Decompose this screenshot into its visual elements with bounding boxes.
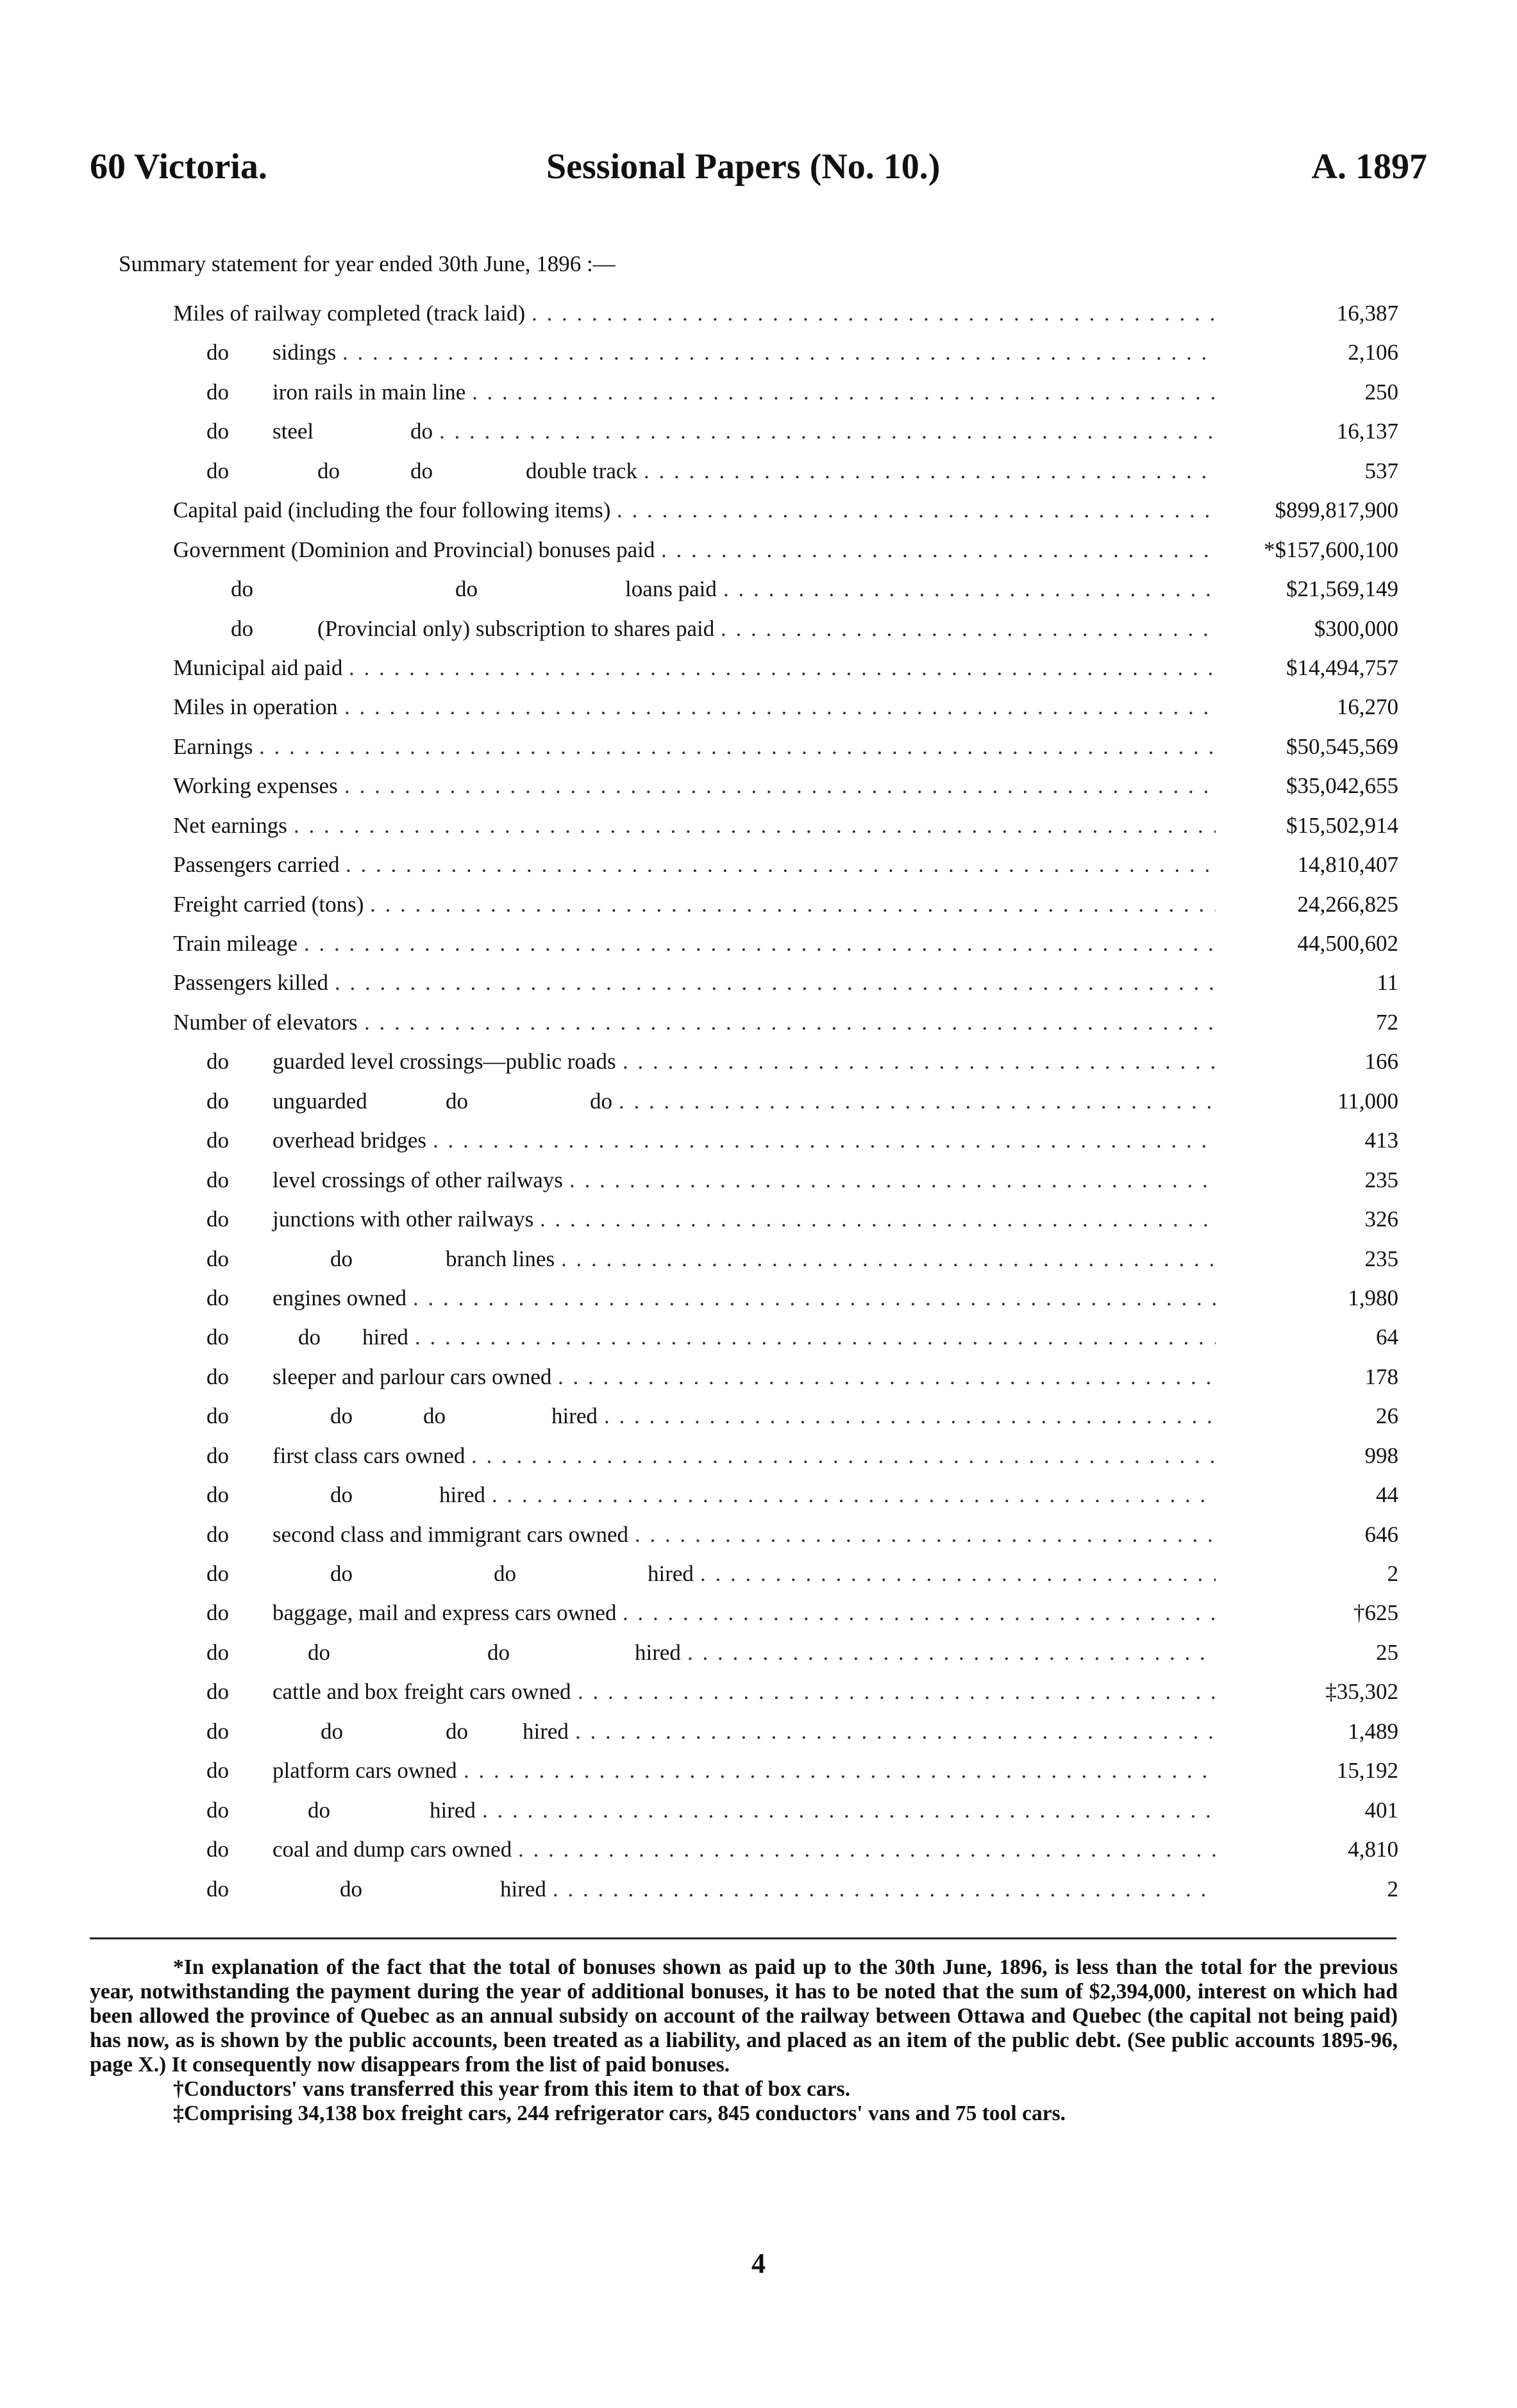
dot-leader	[540, 1200, 1216, 1239]
row-label: do	[206, 1285, 229, 1310]
table-row	[0, 648, 1517, 687]
row-sublabel: do	[423, 1403, 446, 1429]
table-row	[0, 569, 1517, 608]
row-sublabel: hired	[362, 1325, 408, 1350]
row-sublabel: do	[330, 1403, 353, 1429]
row-value: 16,387	[1336, 301, 1398, 326]
dot-leader	[346, 845, 1216, 884]
dot-leader	[558, 1357, 1216, 1396]
page-header	[90, 146, 1427, 197]
row-label: Freight carried (tons)	[173, 891, 364, 917]
row-value: $35,042,655	[1286, 773, 1398, 799]
table-row	[0, 1515, 1517, 1554]
table-row	[0, 451, 1517, 490]
footnote-comprising: ‡Comprising 34,138 box freight cars, 244 refrigerator cars, 845 conductors' vans and 75 tool cars.	[173, 2102, 1066, 2125]
row-label: do	[231, 615, 253, 641]
row-label: do	[206, 1442, 229, 1468]
row-sublabel: junctions with other railways	[272, 1207, 534, 1232]
footnote-bonuses: *In explanation of the fact that the total of bonuses shown as paid up to the 30th June, 1896, is less than the total for the previous year, notwithstanding the payment during the year of additional bonuses, it has to be noted that the sum of $2,394,000, interest on which had been allowed the province of Quebec as an annual subsidy on account of the railway between Ottawa and Quebec (the capital not being paid) has now, as is shown by the public accounts, been treated as a liability, and placed as an item of the public debt. (See public accounts 1895-96, page X.) It consequently now disappears from the list of paid bonuses.	[90, 1955, 1398, 2077]
dot-leader	[413, 1278, 1216, 1317]
row-label: Miles of railway completed (track laid)	[173, 301, 526, 326]
row-label: do	[206, 1758, 229, 1784]
row-value: 15,192	[1336, 1758, 1398, 1784]
row-label: Passengers killed	[173, 970, 329, 996]
row-label: do	[206, 458, 229, 483]
row-label: Train mileage	[173, 931, 298, 956]
row-label: do	[206, 1246, 229, 1271]
row-sublabel: do	[455, 576, 478, 602]
row-sublabel: do	[340, 1876, 362, 1902]
dot-leader	[344, 766, 1216, 805]
row-sublabel: hired	[635, 1639, 681, 1665]
row-label: Municipal aid paid	[173, 655, 343, 680]
row-sublabel: hired	[648, 1561, 694, 1586]
table-row	[0, 412, 1517, 451]
header-session: 60 Victoria.	[90, 147, 267, 187]
dot-leader	[433, 1121, 1216, 1160]
footnote-conductors: †Conductors' vans transferred this year from this item to that of box cars.	[173, 2077, 851, 2101]
row-sublabel: coal and dump cars owned	[272, 1837, 512, 1862]
row-label: Net earnings	[173, 812, 287, 838]
row-value: 401	[1364, 1797, 1398, 1823]
table-row	[0, 1633, 1517, 1672]
row-value: 72	[1376, 1009, 1398, 1035]
table-row	[0, 530, 1517, 569]
row-value: 235	[1364, 1167, 1398, 1192]
row-label: do	[206, 1207, 229, 1232]
row-label: do	[206, 1718, 229, 1744]
row-sublabel: branch lines	[446, 1246, 555, 1271]
summary-table	[0, 294, 1517, 1909]
table-row	[0, 1593, 1517, 1632]
row-value: 25	[1376, 1639, 1398, 1665]
row-sublabel: hired	[551, 1403, 598, 1429]
page-number: 4	[751, 2248, 766, 2279]
row-sublabel: iron rails in main line	[272, 379, 466, 405]
table-row	[0, 1317, 1517, 1357]
dot-leader	[575, 1712, 1216, 1751]
dot-leader	[623, 1042, 1216, 1081]
row-value: 16,270	[1336, 694, 1398, 720]
table-row	[0, 1121, 1517, 1160]
table-row	[0, 1436, 1517, 1475]
dot-leader	[619, 1082, 1216, 1121]
row-sublabel: level crossings of other railways	[272, 1167, 563, 1192]
row-sublabel: baggage, mail and express cars owned	[272, 1600, 617, 1626]
row-value: 11,000	[1337, 1088, 1398, 1114]
row-sublabel: unguarded	[272, 1088, 367, 1114]
row-value: 4,810	[1348, 1837, 1398, 1862]
row-value: 2,106	[1348, 340, 1398, 365]
table-row	[0, 845, 1517, 884]
row-label: do	[206, 1364, 229, 1389]
row-sublabel: do	[321, 1718, 343, 1744]
row-sublabel: sidings	[272, 340, 337, 365]
row-label: do	[206, 1049, 229, 1074]
dot-leader	[294, 806, 1216, 845]
dot-leader	[623, 1593, 1216, 1632]
row-sublabel: loans paid	[625, 576, 717, 602]
row-value: *$157,600,100	[1264, 537, 1398, 562]
table-row	[0, 1278, 1517, 1317]
row-label: do	[206, 1088, 229, 1114]
dot-leader	[304, 924, 1216, 963]
row-sublabel: do	[410, 419, 433, 444]
row-sublabel: hired	[500, 1876, 546, 1902]
dot-leader	[604, 1396, 1216, 1435]
row-value: $300,000	[1314, 615, 1398, 641]
row-label: do	[206, 1521, 229, 1547]
table-row	[0, 1712, 1517, 1751]
table-row	[0, 372, 1517, 412]
row-value: †625	[1354, 1600, 1398, 1626]
row-label: do	[206, 1837, 229, 1862]
table-row	[0, 1751, 1517, 1790]
row-sublabel: (Provincial only) subscription to shares paid	[317, 615, 715, 641]
row-sublabel: first class cars owned	[272, 1442, 465, 1468]
row-label: do	[206, 1128, 229, 1153]
row-sublabel: hired	[430, 1797, 476, 1823]
row-value: 64	[1376, 1325, 1398, 1350]
header-title: Sessional Papers (No. 10.)	[546, 147, 941, 187]
row-label: do	[206, 419, 229, 444]
row-label: Working expenses	[173, 773, 338, 799]
row-label: do	[206, 1561, 229, 1586]
table-row	[0, 1357, 1517, 1396]
row-sublabel: platform cars owned	[272, 1758, 457, 1784]
table-row	[0, 1869, 1517, 1909]
row-value: 26	[1376, 1403, 1398, 1429]
row-value: 14,810,407	[1297, 852, 1398, 878]
table-row	[0, 1003, 1517, 1042]
dot-leader	[415, 1317, 1216, 1357]
dot-leader	[342, 333, 1216, 372]
row-value: 44,500,602	[1297, 931, 1398, 956]
summary-title: Summary statement for year ended 30th June, 1896 :—	[119, 251, 616, 276]
row-label: Number of elevators	[173, 1009, 358, 1035]
row-label: do	[206, 1167, 229, 1192]
dot-leader	[578, 1672, 1216, 1711]
row-sublabel: double track	[526, 458, 637, 483]
table-row	[0, 687, 1517, 726]
row-label: do	[206, 1325, 229, 1350]
row-value: 1,489	[1348, 1718, 1398, 1744]
row-sublabel: hired	[439, 1482, 485, 1508]
row-value: $14,494,757	[1286, 655, 1398, 680]
dot-leader	[687, 1633, 1216, 1672]
row-value: ‡35,302	[1325, 1679, 1398, 1705]
table-row	[0, 963, 1517, 1002]
row-label: Government (Dominion and Provincial) bonuses paid	[173, 537, 655, 562]
table-row	[0, 1396, 1517, 1435]
row-sublabel: do	[446, 1088, 468, 1114]
row-sublabel: do	[308, 1797, 330, 1823]
row-sublabel: engines owned	[272, 1285, 406, 1310]
row-sublabel: cattle and box freight cars owned	[272, 1679, 571, 1705]
dot-leader	[569, 1160, 1216, 1200]
row-label: do	[206, 1600, 229, 1626]
dot-leader	[644, 451, 1216, 490]
table-row	[0, 1830, 1517, 1869]
row-label: do	[206, 1876, 229, 1902]
dot-leader	[723, 569, 1216, 608]
row-label: do	[206, 1639, 229, 1665]
row-value: 2	[1387, 1561, 1398, 1586]
table-row	[0, 294, 1517, 333]
row-value: 235	[1364, 1246, 1398, 1271]
row-sublabel: do	[494, 1561, 516, 1586]
dot-leader	[532, 294, 1216, 333]
footnote-divider	[90, 1937, 1346, 1939]
row-sublabel: sleeper and parlour cars owned	[272, 1364, 552, 1389]
dot-leader	[518, 1830, 1216, 1869]
row-label: do	[206, 1403, 229, 1429]
table-row	[0, 924, 1517, 963]
table-row	[0, 1554, 1517, 1593]
row-value: $21,569,149	[1286, 576, 1398, 602]
row-label: Capital paid (including the four following items)	[173, 497, 611, 523]
row-value: 11	[1377, 970, 1398, 996]
row-value: 44	[1376, 1482, 1398, 1508]
table-row	[0, 806, 1517, 845]
row-value: 413	[1364, 1128, 1398, 1153]
row-sublabel: do	[317, 458, 340, 483]
row-value: 1,980	[1348, 1285, 1398, 1310]
table-row	[0, 490, 1517, 530]
row-label: do	[206, 1482, 229, 1508]
dot-leader	[344, 687, 1216, 726]
dot-leader	[721, 609, 1216, 648]
row-value: 2	[1387, 1876, 1398, 1902]
row-value: 646	[1364, 1521, 1398, 1547]
row-sublabel: hired	[523, 1718, 569, 1744]
table-row	[0, 1239, 1517, 1278]
dot-leader	[349, 648, 1216, 687]
dot-leader	[471, 1436, 1216, 1475]
row-label: Miles in operation	[173, 694, 338, 720]
dot-leader	[482, 1791, 1216, 1830]
row-sublabel: second class and immigrant cars owned	[272, 1521, 628, 1547]
header-year: A. 1897	[1311, 147, 1427, 187]
row-label: do	[206, 1797, 229, 1823]
row-sublabel: do	[308, 1639, 330, 1665]
dot-leader	[472, 372, 1216, 412]
row-sublabel: do	[330, 1482, 353, 1508]
row-sublabel: do	[330, 1561, 353, 1586]
dot-leader	[464, 1751, 1216, 1790]
dot-leader	[259, 727, 1216, 766]
row-label: do	[206, 340, 229, 365]
row-label: Passengers carried	[173, 852, 340, 878]
table-row	[0, 333, 1517, 372]
row-value: 537	[1364, 458, 1398, 483]
row-sublabel: do	[330, 1246, 353, 1271]
table-row	[0, 1791, 1517, 1830]
table-row	[0, 1082, 1517, 1121]
table-row	[0, 1042, 1517, 1081]
row-sublabel: overhead bridges	[272, 1128, 427, 1153]
row-value: 250	[1364, 379, 1398, 405]
table-row	[0, 1672, 1517, 1711]
row-value: 16,137	[1336, 419, 1398, 444]
table-row	[0, 1160, 1517, 1200]
row-value: 24,266,825	[1297, 891, 1398, 917]
dot-leader	[700, 1554, 1216, 1593]
row-sublabel: do	[410, 458, 433, 483]
row-sublabel: do	[487, 1639, 510, 1665]
dot-leader	[561, 1239, 1216, 1278]
dot-leader	[364, 1003, 1216, 1042]
row-sublabel: do	[590, 1088, 612, 1114]
dot-leader	[492, 1475, 1216, 1514]
footnotes	[90, 1955, 1398, 2126]
row-sublabel: do	[298, 1325, 321, 1350]
value-divider	[1313, 1937, 1396, 1939]
table-row	[0, 609, 1517, 648]
table-row	[0, 766, 1517, 805]
row-value: 326	[1364, 1207, 1398, 1232]
row-sublabel: steel	[272, 419, 314, 444]
row-sublabel: guarded level crossings—public roads	[272, 1049, 616, 1074]
row-value: 178	[1364, 1364, 1398, 1389]
table-row	[0, 1475, 1517, 1514]
dot-leader	[553, 1869, 1216, 1909]
row-label: do	[231, 576, 253, 602]
row-label: do	[206, 379, 229, 405]
dot-leader	[635, 1515, 1216, 1554]
row-label: do	[206, 1679, 229, 1705]
row-value: $15,502,914	[1286, 812, 1398, 838]
dot-leader	[439, 412, 1216, 451]
table-row	[0, 885, 1517, 924]
table-row	[0, 727, 1517, 766]
row-value: $899,817,900	[1275, 497, 1398, 523]
row-label: Earnings	[173, 733, 253, 759]
row-value: 166	[1364, 1049, 1398, 1074]
row-value: 998	[1364, 1442, 1398, 1468]
row-value: $50,545,569	[1286, 733, 1398, 759]
dot-leader	[335, 963, 1216, 1002]
dot-leader	[370, 885, 1216, 924]
dot-leader	[617, 490, 1216, 530]
table-row	[0, 1200, 1517, 1239]
row-sublabel: do	[446, 1718, 468, 1744]
dot-leader	[661, 530, 1216, 569]
